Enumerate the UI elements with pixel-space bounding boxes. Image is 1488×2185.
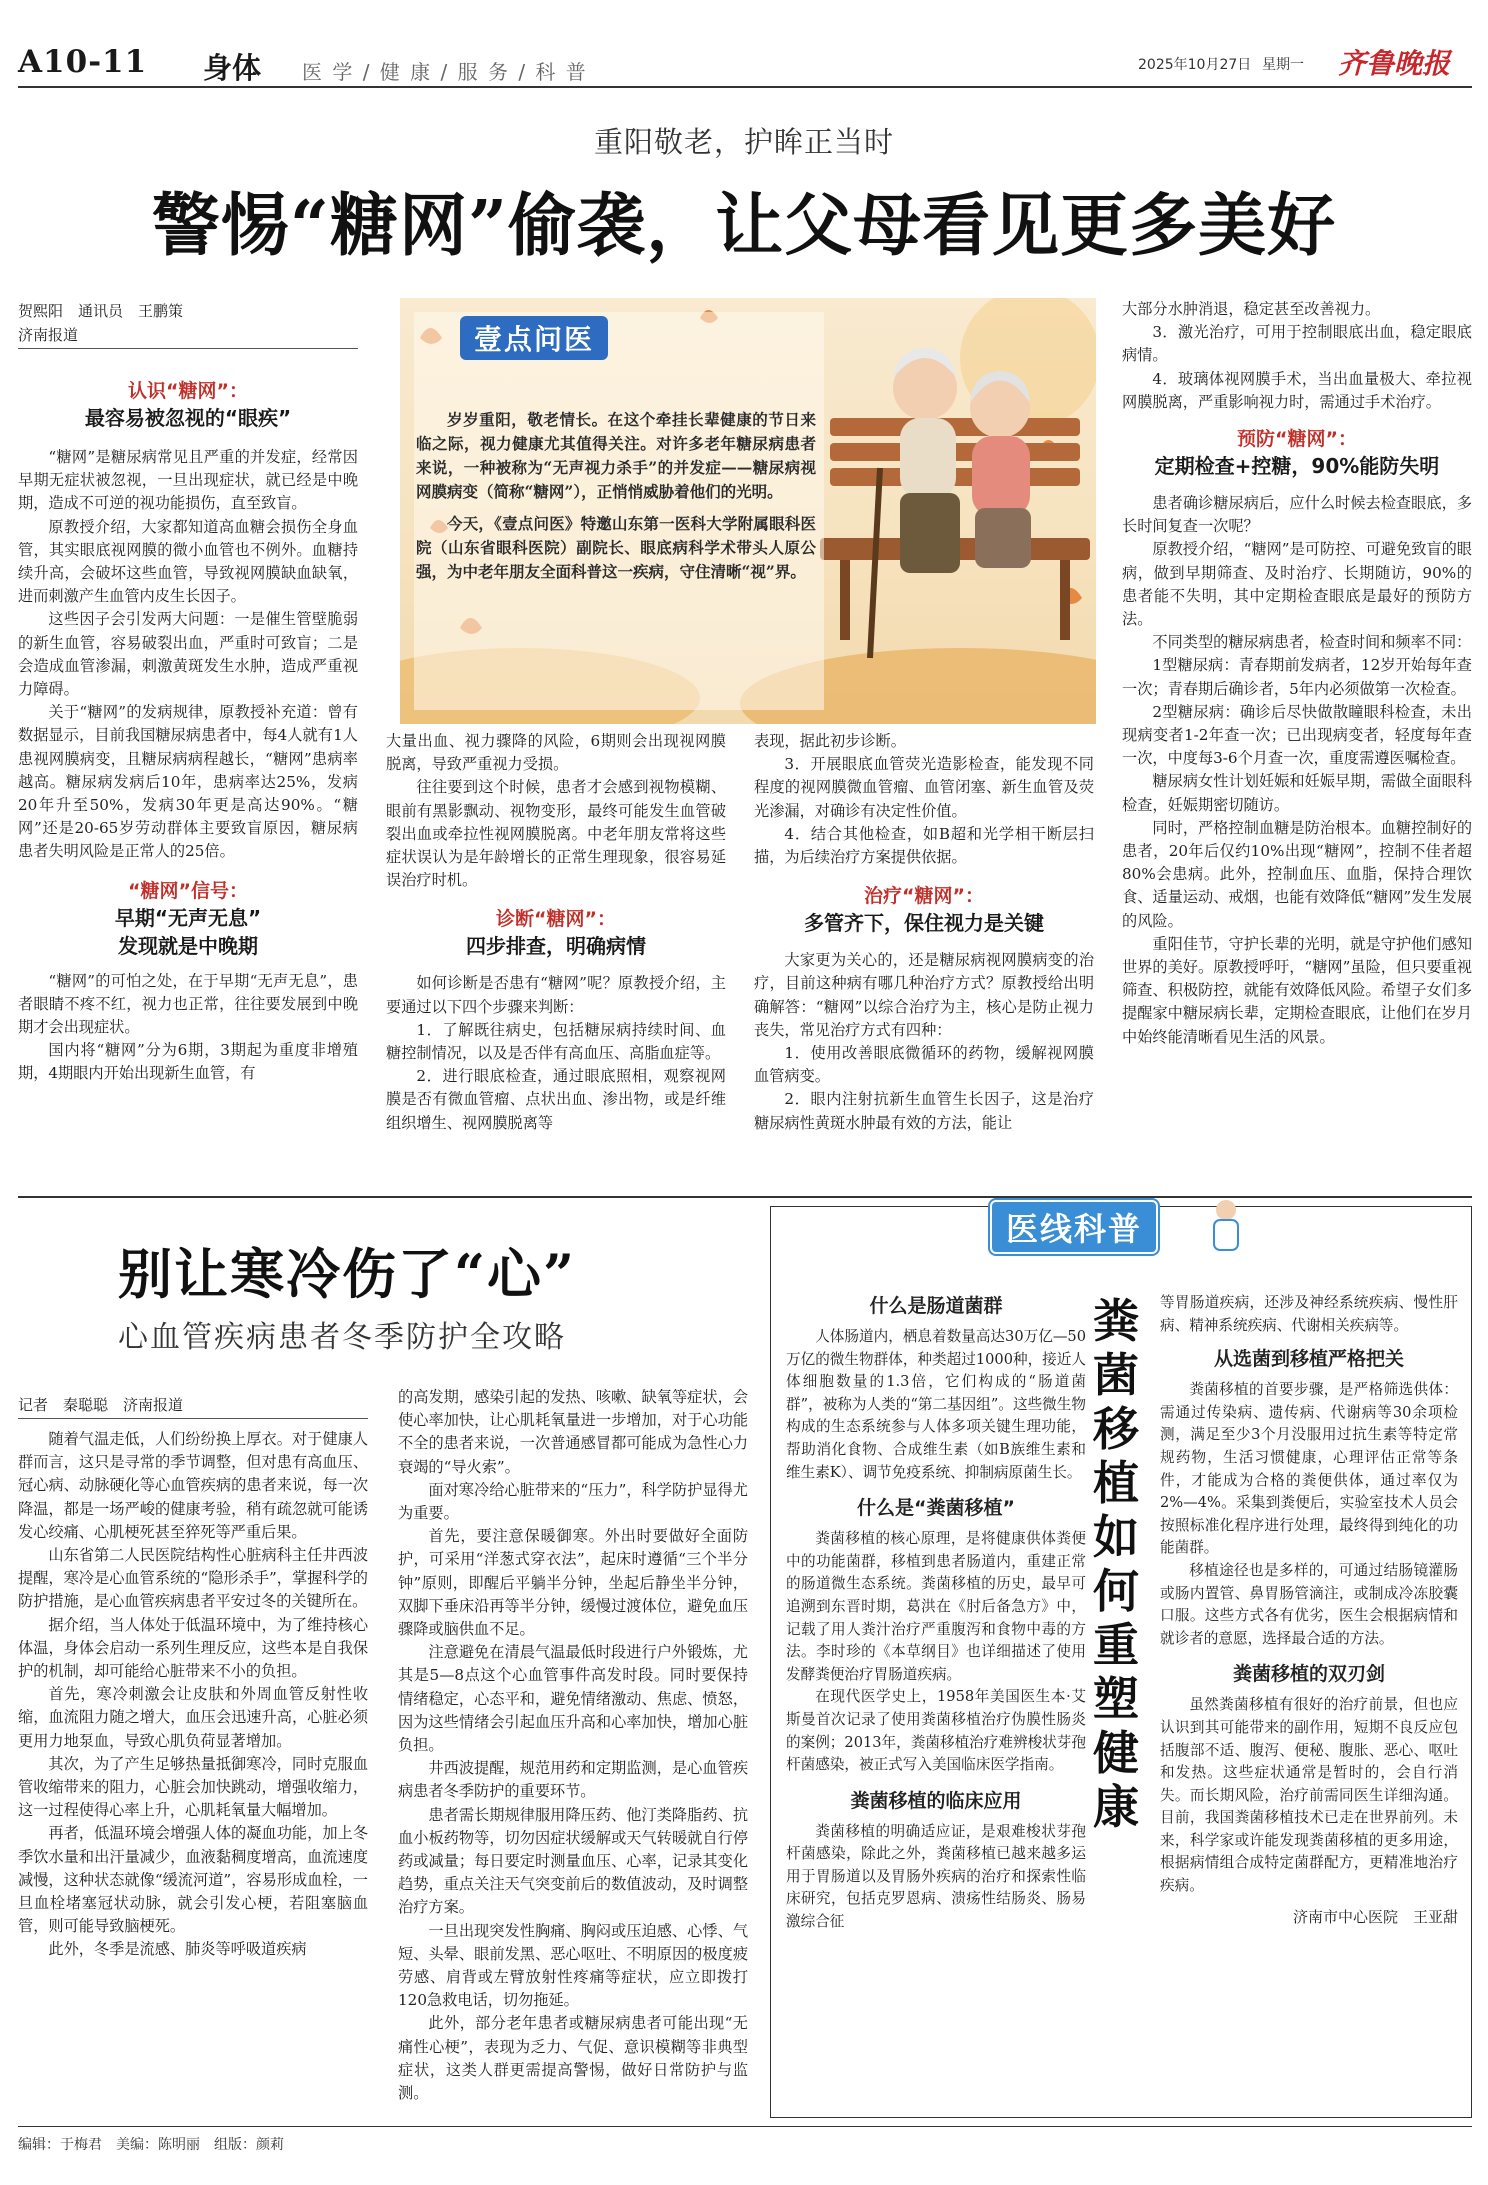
doctor-icon	[1206, 1196, 1246, 1252]
article1-title: 警惕“糖网”偷袭，让父母看见更多美好	[151, 186, 1337, 266]
paragraph: 不同类型的糖尿病患者，检查时间和频率不同：	[1152, 633, 1472, 652]
paragraph: 随着气温走低，人们纷纷换上厚衣。对于健康人群而言，这只是寻常的季节调整，但对患有高血压、冠心病、动脉硬化等心血管疾病的患者来说，每一次降温，都是一场严峻的健康考验，稍有疏忽就可能诱发心绞痛、心肌梗死甚至猝死等严重后果。	[18, 1430, 368, 1541]
paragraph: “糖网”是糖尿病常见且严重的并发症，经常因早期无症状被忽视，一旦出现症状，就已经是中晚期，造成不可逆的视功能损伤，直至致盲。	[18, 448, 358, 513]
paragraph: 再者，低温环境会增强人体的凝血功能，加上冬季饮水量和出汗量减少，血液黏稠度增高，血流速度减慢，这种状态就像“缓流河道”，容易形成血栓，一旦血栓堵塞冠状动脉，就会引发心梗，若阻塞脑血管，则可能导致脑梗死。	[18, 1824, 368, 1936]
feature-label: 壹点问医	[460, 316, 608, 360]
paragraph: “糖网”的可怕之处，在于早期“无声无息”，患者眼睛不疼不红，视力也正常，往往要发展到中晚期才会出现症状。	[18, 971, 358, 1037]
feature-illustration	[400, 298, 1096, 724]
article2-title: 别让寒冷伤了“心”	[118, 1242, 577, 1306]
section-heading-1: 认识“糖网”：	[128, 380, 248, 402]
footer-rule	[18, 2126, 1472, 2127]
paragraph: 大家更为关心的，还是糖尿病视网膜病变的治疗，目前这种病有哪几种治疗方式？原教授给出明确解答：“糖网”以综合治疗为主，核心是防止视力丧失，常见治疗方式有四种：	[754, 951, 1094, 1039]
intro-paragraph-1: 岁岁重阳，敬老情长。在这个牵挂长辈健康的节日来临之际，视力健康尤其值得关注。对许多老年糖尿病患者来说，一种被称为“无声视力杀手”的并发症——糖尿病视网膜病变（简称“糖网”），正悄悄威胁着他们的光明。	[416, 410, 816, 501]
paragraph: 2型糖尿病：确诊后尽快做散瞳眼科检查，未出现病变者1-2年查一次；已出现病变者，轻度每年查一次，中度每3-6个月查一次，重度需遵医嘱检查。	[1122, 702, 1472, 768]
paragraph: 移植途径也是多样的，可通过结肠镜灌肠或肠内置管、鼻胃肠管滴注，或制成冷冻胶囊口服。这些方式各有优劣，医生会根据病情和就诊者的意愿，选择最合适的方法。	[1160, 1561, 1458, 1647]
paragraph: 3．激光治疗，可用于控制眼底出血，稳定眼底病情。	[1122, 323, 1472, 365]
article1-bottom-rule	[18, 1196, 1472, 1198]
section-heading-5: 预防“糖网”：	[1237, 428, 1357, 451]
paragraph: 如何诊断是否患有“糖网”呢？原教授介绍，主要通过以下四个步骤来判断：	[386, 974, 726, 1016]
article1-col1	[18, 378, 358, 1086]
paragraph: 山东省第二人民医院结构性心脏病科主任井西波提醒，寒冷是心血管系统的“隐形杀手”，掌握科学的防护措施，是心血管疾病患者平安过冬的关键所在。	[18, 1546, 368, 1611]
paragraph: 在现代医学史上，1958年美国医生本·艾斯曼首次记录了使用粪菌移植治疗伪膜性肠炎的案例；2013年，粪菌移植治疗难辨梭状芽孢杆菌感染，被正式写入美国临床医学指南。	[786, 1688, 1086, 1774]
paragraph: 4．结合其他检查，如B超和光学相干断层扫描，为后续治疗方案提供依据。	[754, 824, 1094, 867]
newspaper-logo: 齐鲁晚报	[1338, 47, 1451, 80]
section-subheading-2a: 早期“无声无息”	[114, 905, 262, 930]
paragraph: 3．开展眼底血管荧光造影检查，能发现不同程度的视网膜微血管瘤、血管闭塞、新生血管及荧光渗漏，对确诊有决定性价值。	[754, 755, 1094, 820]
page-number: A10-11	[18, 44, 148, 80]
paragraph: 同时，严格控制血糖是防治根本。血糖控制好的患者，20年后仅约10%出现“糖网”，控制不佳者超80%会患病。此外，控制血压、血脂，保持合理饮食、适量运动、戒烟，也能有效降低“糖网”发生发展的风险。	[1122, 818, 1472, 930]
section-subheading-5: 定期检查+控糖，90%能防失明	[1154, 454, 1440, 479]
paragraph: 1型糖尿病：青春期前发病者，12岁开始每年查一次；青春期后确诊者，5年内必须做第一次检查。	[1122, 656, 1472, 698]
article2-byline: 记者 秦聪聪 济南报道	[18, 1396, 184, 1414]
paragraph: 关于“糖网”的发病规律，原教授补充道：曾有数据显示，目前我国糖尿病患者中，每4人就有1人患视网膜病变，且糖尿病病程越长，“糖网”患病率越高。糖尿病发病后10年，患病率达25%，发病20年升至50%，发病30年更是高达90%。“糖网”还是20-65岁劳动群体主要致盲原因，糖尿病患者失明风险是正常人的25倍。	[18, 703, 358, 861]
issue-date: 2025年10月27日	[1138, 57, 1252, 73]
article2-col1	[18, 1428, 368, 1962]
paragraph: 这些因子会引发两大问题：一是催生管壁脆弱的新生血管，容易破裂出血，严重时可致盲；二是会造成血管渗漏，刺激黄斑发生水肿，造成严重视力障碍。	[18, 610, 358, 699]
byline-rule	[18, 348, 358, 349]
article1-byline: 贺熙阳 通讯员 王鹏策	[18, 302, 184, 320]
paragraph: 糖尿病女性计划妊娠和妊娠早期，需做全面眼科检查，妊娠期密切随访。	[1122, 772, 1472, 814]
article1-col3	[754, 730, 1094, 1135]
article3-col2	[1160, 1292, 1458, 1927]
section-subheading-2b: 发现就是中晚期	[118, 933, 258, 958]
paragraph: 人体肠道内，栖息着数量高达30万亿—50万亿的微生物群体，种类超过1000种，接近人体细胞数量的1.3倍，它们构成的“肠道菌群”，被称为人类的“第二基因组”。这些微生物构成的生态系统参与人体多项关键生理功能，帮助消化食物、合成维生素（如B族维生素和维生素K）、调节免疫系统、抑制病原菌生长。	[786, 1328, 1086, 1481]
article3-signature: 济南市中心医院 王亚甜	[1292, 1907, 1458, 1926]
section-subheading-3: 四步排查，明确病情	[466, 934, 646, 959]
paragraph: 首先，寒冷刺激会让皮肤和外周血管反射性收缩，血流阻力随之增大，血压会迅速升高，心脏必须更用力地泵血，导致心肌负荷显著增加。	[18, 1685, 368, 1750]
paragraph: 大部分水肿消退，稳定甚至改善视力。	[1122, 300, 1381, 318]
article3-col1	[786, 1292, 1086, 1934]
section-tags: 医 学 / 健 康 / 服 务 / 科 普	[302, 60, 588, 84]
paragraph: 粪菌移植的明确适应证，是艰难梭状芽孢杆菌感染，除此之外，粪菌移植已越来越多运用于胃肠道以及胃肠外疾病的治疗和探索性临床研究，包括克罗恩病、溃疡性结肠炎、肠易激综合征	[786, 1822, 1086, 1931]
article3-vertical-title: 粪菌移植如何重塑健康	[1093, 1294, 1139, 1834]
paragraph: 2．眼内注射抗新生血管生长因子，这是治疗糖尿病性黄斑水肿最有效的方法，能让	[754, 1090, 1094, 1132]
article1-kicker: 重阳敬老，护眸正当时	[593, 125, 894, 159]
paragraph: 1．使用改善眼底微循环的药物，缓解视网膜血管病变。	[754, 1044, 1094, 1086]
article2-col2	[398, 1386, 748, 2105]
paragraph: 井西波提醒，规范用药和定期监测，是心血管疾病患者冬季防护的重要环节。	[398, 1759, 748, 1801]
paragraph: 首先，要注意保暖御寒。外出时要做好全面防护，可采用“洋葱式穿衣法”，起床时遵循“三个半分钟”原则，即醒后平躺半分钟，坐起后静坐半分钟，双脚下垂床沿再等半分钟，缓慢过渡体位，避免血压骤降或脑供血不足。	[398, 1527, 748, 1639]
page-header	[0, 0, 1488, 85]
paragraph: 4．玻璃体视网膜手术，当出血量极大、牵拉视网膜脱离，严重影响视力时，需通过手术治疗。	[1122, 369, 1472, 411]
paragraph: 往往要到这个时候，患者才会感到视物模糊、眼前有黑影飘动、视物变形，最终可能发生血管破裂出血或牵拉性视网膜脱离。中老年朋友常将这些症状误认为是年龄增长的正常生理现象，很容易延误治疗时机。	[386, 778, 726, 890]
paragraph: 其次，为了产生足够热量抵御寒冷，同时克服血管收缩带来的阻力，心脏会加快跳动，增强收缩力，这一过程使得心率上升，心肌耗氧量大幅增加。	[18, 1754, 368, 1820]
section-name: 身体	[203, 51, 262, 85]
paragraph: 粪菌移植的首要步骤，是严格筛选供体：需通过传染病、遗传病、代谢病等30余项检测，满足至少3个月没服用过抗生素等特定常规药物，生活习惯健康，心理评估正常等条件，才能成为合格的粪便供体，通过率仅为2%—4%。采集到粪便后，实验室技术人员会按照标准化程序进行处理，最终得到纯化的功能菌群。	[1160, 1381, 1458, 1557]
paragraph: 据介绍，当人体处于低温环境中，为了维持核心体温，身体会启动一系列生理反应，这些本是自我保护的机制，却可能给心脏带来不小的负担。	[18, 1615, 368, 1681]
article2-byline-rule	[18, 1418, 368, 1419]
article3-feature-label: 医线科普	[990, 1200, 1158, 1254]
section-heading-4: 治疗“糖网”：	[864, 885, 984, 908]
paragraph: 国内将“糖网”分为6期，3期起为重度非增殖期，4期眼内开始出现新生血管，有	[18, 1041, 358, 1083]
paragraph: 等胃肠道疾病，还涉及神经系统疾病、慢性肝病、精神系统疾病、代谢相关疾病等。	[1160, 1294, 1458, 1334]
paragraph: 大量出血、视力骤降的风险，6期则会出现视网膜脱离，导致严重视力受损。	[386, 732, 726, 774]
paragraph: 此外，部分老年患者或糖尿病患者可能出现“无痛性心梗”，表现为乏力、气促、意识模糊等非典型症状，这类人群更需提高警惕，做好日常防护与监测。	[398, 2014, 748, 2103]
article1-col2	[386, 730, 726, 1135]
paragraph: 面对寒冷给心脏带来的“压力”，科学防护显得尤为重要。	[398, 1480, 748, 1523]
paragraph: 患者需长期规律服用降压药、他汀类降脂药、抗血小板药物等，切勿因症状缓解或天气转暖就自行停药或减量；每日要定时测量血压、心率，记录其变化趋势，重点关注天气突变前后的数值波动，及时调整治疗方案。	[398, 1805, 748, 1917]
issue-weekday: 星期一	[1262, 57, 1304, 73]
section-subheading-1: 最容易被忽视的“眼疾”	[84, 406, 292, 430]
section-heading-3: 诊断“糖网”：	[496, 908, 616, 931]
section-heading-2: “糖网”信号：	[128, 879, 248, 902]
article3-heading-1: 什么是肠道菌群	[869, 1295, 1003, 1317]
footer-credits: 编辑：于梅君 美编：陈明丽 组版：颜莉	[18, 2137, 284, 2153]
paragraph: 虽然粪菌移植有很好的治疗前景，但也应认识到其可能带来的副作用，短期不良反应包括腹部不适、腹泻、便秘、腹胀、恶心、呕吐和发热。这些症状通常是暂时的，会自行消失。而长期风险，治疗前需同医生详细沟通。目前，我国粪菌移植技术已走在世界前列。未来，科学家或许能发现粪菌移植的更多用途，根据病情组合成特定菌群配方，更精准地治疗疾病。	[1160, 1696, 1458, 1895]
article2-subtitle: 心血管疾病患者冬季防护全攻略	[118, 1320, 566, 1355]
paragraph: 粪菌移植的核心原理，是将健康供体粪便中的功能菌群，移植到患者肠道内，重建正常的肠道微生态系统。粪菌移植的历史，最早可追溯到东晋时期，葛洪在《肘后备急方》中，记载了用人粪汁治疗严重腹泻和食物中毒的方法。李时珍的《本草纲目》也详细描述了使用发酵粪便治疗胃肠道疾病。	[786, 1530, 1086, 1683]
header-rule	[18, 86, 1472, 88]
article1-byline-location: 济南报道	[18, 326, 79, 344]
feature-intro	[416, 408, 816, 584]
paragraph: 此外，冬季是流感、肺炎等呼吸道疾病	[48, 1940, 307, 1959]
article3-heading-4: 从选菌到移植严格把关	[1213, 1348, 1404, 1371]
paragraph: 1．了解既往病史，包括糖尿病持续时间、血糖控制情况，以及是否伴有高血压、高脂血症等。	[386, 1020, 726, 1063]
article3-heading-5: 粪菌移植的双刃剑	[1232, 1663, 1385, 1686]
paragraph: 表现，据此初步诊断。	[754, 732, 906, 750]
paragraph: 注意避免在清晨气温最低时段进行户外锻炼，尤其是5—8点这个心血管事件高发时段。同时要保持情绪稳定，心态平和，避免情绪激动、焦虑、愤怒，因为这些情绪会引起血压升高和心率加快，增加心脏负担。	[398, 1643, 748, 1755]
section-subheading-4: 多管齐下，保住视力是关键	[804, 911, 1044, 936]
paragraph: 原教授介绍，“糖网”是可防控、可避免致盲的眼病，做到早期筛查、及时治疗、长期随访，90%的患者能不失明，其中定期检查眼底是最好的预防方法。	[1122, 540, 1472, 629]
article3-heading-3: 粪菌移植的临床应用	[850, 1789, 1022, 1812]
paragraph: 2．进行眼底检查，通过眼底照相，观察视网膜是否有微血管瘤、点状出血、渗出物，或是纤维组织增生、视网膜脱离等	[386, 1067, 726, 1132]
intro-paragraph-2: 今天，《壹点问医》特邀山东第一医科大学附属眼科医院（山东省眼科医院）副院长、眼底病科学术带头人原公强，为中老年朋友全面科普这一疾病，守住清晰“视”界。	[416, 514, 816, 581]
paragraph: 重阳佳节，守护长辈的光明，就是守护他们感知世界的美好。原教授呼吁，“糖网”虽险，但只要重视筛查、积极防控，就能有效降低风险。希望子女们多提醒家中糖尿病长辈，定期检查眼底，让他们在岁月中始终能清晰看见生活的风景。	[1122, 934, 1472, 1046]
article3-heading-2: 什么是“粪菌移植”	[857, 1497, 1015, 1520]
paragraph: 患者确诊糖尿病后，应什么时候去检查眼底，多长时间复查一次呢？	[1122, 494, 1472, 536]
paragraph: 一旦出现突发性胸痛、胸闷或压迫感、心悸、气短、头晕、眼前发黑、恶心呕吐、不明原因的极度疲劳感、肩背或左臂放射性疼痛等症状，应立即拨打120急救电话，切勿拖延。	[398, 1921, 748, 2010]
paragraph: 原教授介绍，大家都知道高血糖会损伤全身血管，其实眼底视网膜的微小血管也不例外。血糖持续升高，会破坏这些血管，导致视网膜缺血缺氧，进而刺激产生血管内皮生长因子。	[18, 517, 358, 606]
article1-col4	[1122, 298, 1472, 1049]
paragraph: 的高发期，感染引起的发热、咳嗽、缺氧等症状，会使心率加快，让心肌耗氧量进一步增加，对于心功能不全的患者来说，一次普通感冒都可能成为急性心力衰竭的“导火索”。	[398, 1388, 748, 1476]
